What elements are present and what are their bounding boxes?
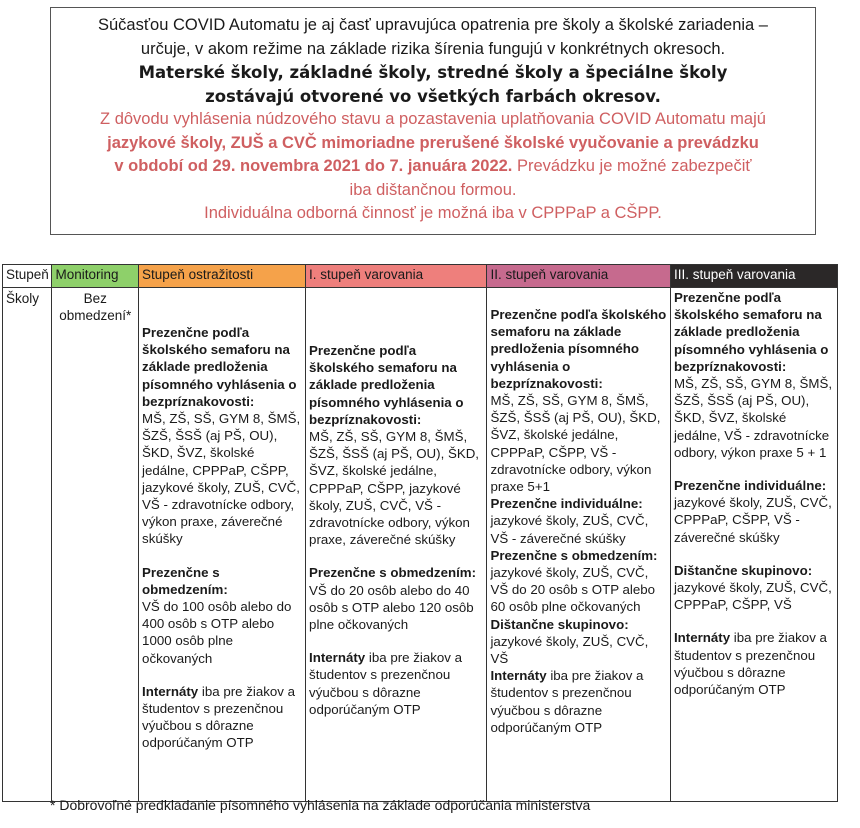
semafor-table — [2, 264, 838, 802]
ostr-text-2: VŠ do 100 osôb alebo do 400 osôb s OTP alebo 1000 osôb plne očkovaných — [142, 599, 292, 666]
row-label: Školy — [3, 288, 52, 802]
v1-text-2: VŠ do 20 osôb alebo do 40 osôb s OTP alebo 120 osôb plne očkovaných — [309, 582, 474, 633]
v3-bold-2: Prezenčne individuálne: — [673, 478, 827, 494]
v2-ind — [490, 495, 666, 547]
notice-line-8: iba dištančnou formou. — [349, 180, 517, 199]
v3-bold-1: Prezenčne podľa školského semaforu na základe predloženia písomného vyhlásenia o bezpríznakovosti: — [673, 290, 829, 374]
v3-text-4: iba pre žiakov a študentov s prezenčnou výučbou s dôrazne odporúčaným OTP — [673, 630, 827, 698]
table-row — [3, 288, 838, 802]
notice-line-2 — [51, 38, 815, 62]
v2-dist — [490, 616, 666, 668]
footnote: * Dobrovoľné predkladanie písomného vyhlásenia na základe odporúčania ministerstva — [50, 797, 591, 813]
ostr-bold-2: Prezenčne s obmedzením: — [142, 564, 228, 597]
ostr-bold-1: Prezenčne podľa školského semaforu na základe predloženia písomného vyhlásenia o bezpríznakovosti: — [142, 325, 297, 409]
notice-line-7-rest: Prevádzku je možné zabezpečiť — [512, 157, 752, 175]
v3-text-2: jazykové školy, ZUŠ, CVČ, CPPPaP, CŠPP, VŠ - záverečné skúšky — [673, 495, 832, 545]
v2-obm — [490, 547, 666, 616]
ostr-internaty — [142, 683, 302, 752]
v3-bold-3: Dištančne skupinovo: — [673, 562, 813, 578]
v1-text-3: iba pre žiakov a študentov s prezenčnou výučbou s dôrazne odporúčaným OTP — [309, 650, 463, 717]
v2-bold-3: Prezenčne s obmedzením: — [490, 547, 658, 563]
notice-line-7-period: v období od 29. novembra 2021 do 7. januára 2022. — [114, 157, 513, 175]
v2-bold-5: Internáty — [490, 668, 547, 684]
v3-bold-4: Internáty — [673, 630, 731, 646]
v3-text-3: jazykové školy, ZUŠ, CVČ, CPPPaP, CŠPP, VŠ — [673, 580, 832, 613]
v3-internaty — [674, 629, 834, 698]
notice-line-1: Súčasťou COVID Automatu je aj časť upravujúca opatrenia pre školy a školské zariadenia – — [98, 16, 768, 34]
v3-ind — [674, 477, 834, 546]
header-ostrazitost: Stupeň ostražitosti — [139, 265, 306, 288]
notice-line-6: jazykové školy, ZUŠ a CVČ mimoriadne prerušené školské vyučovanie a prevádzku — [107, 133, 759, 152]
v1-internaty — [309, 649, 483, 718]
header-varovanie-1: I. stupeň varovania — [306, 265, 487, 288]
v2-bold-4: Dištančne skupinovo: — [490, 616, 629, 632]
notice-line-3: Materské školy, základné školy, stredné školy a špeciálne školy — [138, 63, 728, 82]
v1-bold-3: Internáty — [309, 650, 366, 666]
v2-bold-2: Prezenčne individuálne: — [490, 496, 643, 512]
v1-bold-1: Prezenčne podľa školského semaforu na základe predloženia písomného vyhlásenia o bezpríznakovosti: — [309, 343, 464, 427]
v2-text-3: jazykové školy, ZUŠ, CVČ, VŠ do 20 osôb s OTP alebo 60 osôb plne očkovaných — [490, 565, 656, 615]
v3-dist — [674, 562, 834, 614]
v2-text-2: jazykové školy, ZUŠ, CVČ, VŠ - záverečné skúšky — [490, 513, 649, 546]
notice-line-4: zostávajú otvorené vo všetkých farbách okresov. — [205, 86, 661, 106]
header-varovanie-2: II. stupeň varovania — [487, 265, 670, 288]
ostr-text-1: MŠ, ZŠ, SŠ, GYM 8, ŠMŠ, ŠZŠ, ŠSŠ (aj PŠ, OU), ŠKD, ŠVZ, školské jedálne, CPPPaP, CŠPP, jazykové školy, ZUŠ, CVČ, VŠ - zdravotnícke odbory, výkon praxe, záverečné skúšky — [142, 411, 301, 547]
ostr-bold-3: Internáty — [142, 683, 199, 699]
v3-text-1: MŠ, ZŠ, SŠ, GYM 8, ŠMŠ, ŠZŠ, ŠSŠ (aj PŠ, OU), ŠKD, ŠVZ, školské jedálne, VŠ - zdravotnícke odbory, výkon praxe 5 + 1 — [673, 376, 833, 460]
notice-line-7 — [51, 155, 815, 179]
v2-text-4: jazykové školy, ZUŠ, CVČ, VŠ — [490, 633, 649, 667]
ostr-text-3: iba pre žiakov a študentov s prezenčnou výučbou s dôrazne odporúčaným OTP — [142, 683, 296, 751]
header-row — [3, 265, 838, 288]
notice-line-2-text: určuje, v akom režime na základe rizika šírenia fungujú v konkrétnych okresoch. — [140, 39, 726, 58]
notice-line-5: Z dôvodu vyhlásenia núdzového stavu a pozastavenia uplatňovania COVID Automatu majú — [100, 110, 766, 128]
header-varovanie-3: III. stupeň varovania — [670, 265, 837, 288]
v1-bold-2: Prezenčne s obmedzením: — [309, 565, 477, 581]
varovanie-2-cell — [487, 288, 670, 802]
varovanie-1-cell — [306, 288, 487, 802]
header-stupen: Stupeň — [3, 265, 52, 288]
monitoring-cell: Bez obmedzení* — [52, 288, 139, 802]
v2-text-1: MŠ, ZŠ, SŠ, GYM 8, ŠMŠ, ŠZŠ, ŠSŠ (aj PŠ, OU), ŠKD, ŠVZ, školské jedálne, CPPPaP, CŠPP, VŠ - zdravotnícke odbory, výkon praxe 5+1 — [490, 393, 661, 495]
v2-bold-1: Prezenčne podľa školského semaforu na základe predloženia písomného vyhlásenia o bezpríznakovosti: — [490, 307, 667, 391]
v1-text-1: MŠ, ZŠ, SŠ, GYM 8, ŠMŠ, ŠZŠ, ŠSŠ (aj PŠ, OU), ŠKD, ŠVZ, školské jedálne, CPPPaP, CŠPP, jazykové školy, ZUŠ, CVČ, VŠ - zdravotnícke odbory, výkon praxe, záverečné skúšky — [309, 429, 479, 548]
notice-line-9: Individuálna odborná činnosť je možná iba v CPPPaP a CŠPP. — [204, 204, 662, 222]
ostrazitost-cell — [139, 288, 306, 802]
notice-box — [50, 7, 816, 235]
v2-text-5: iba pre žiakov a študentov s prezenčnou výučbou s dôrazne odporúčaným OTP — [490, 668, 644, 735]
v2-internaty — [490, 667, 666, 736]
varovanie-3-cell — [670, 288, 837, 802]
header-monitoring: Monitoring — [52, 265, 139, 288]
